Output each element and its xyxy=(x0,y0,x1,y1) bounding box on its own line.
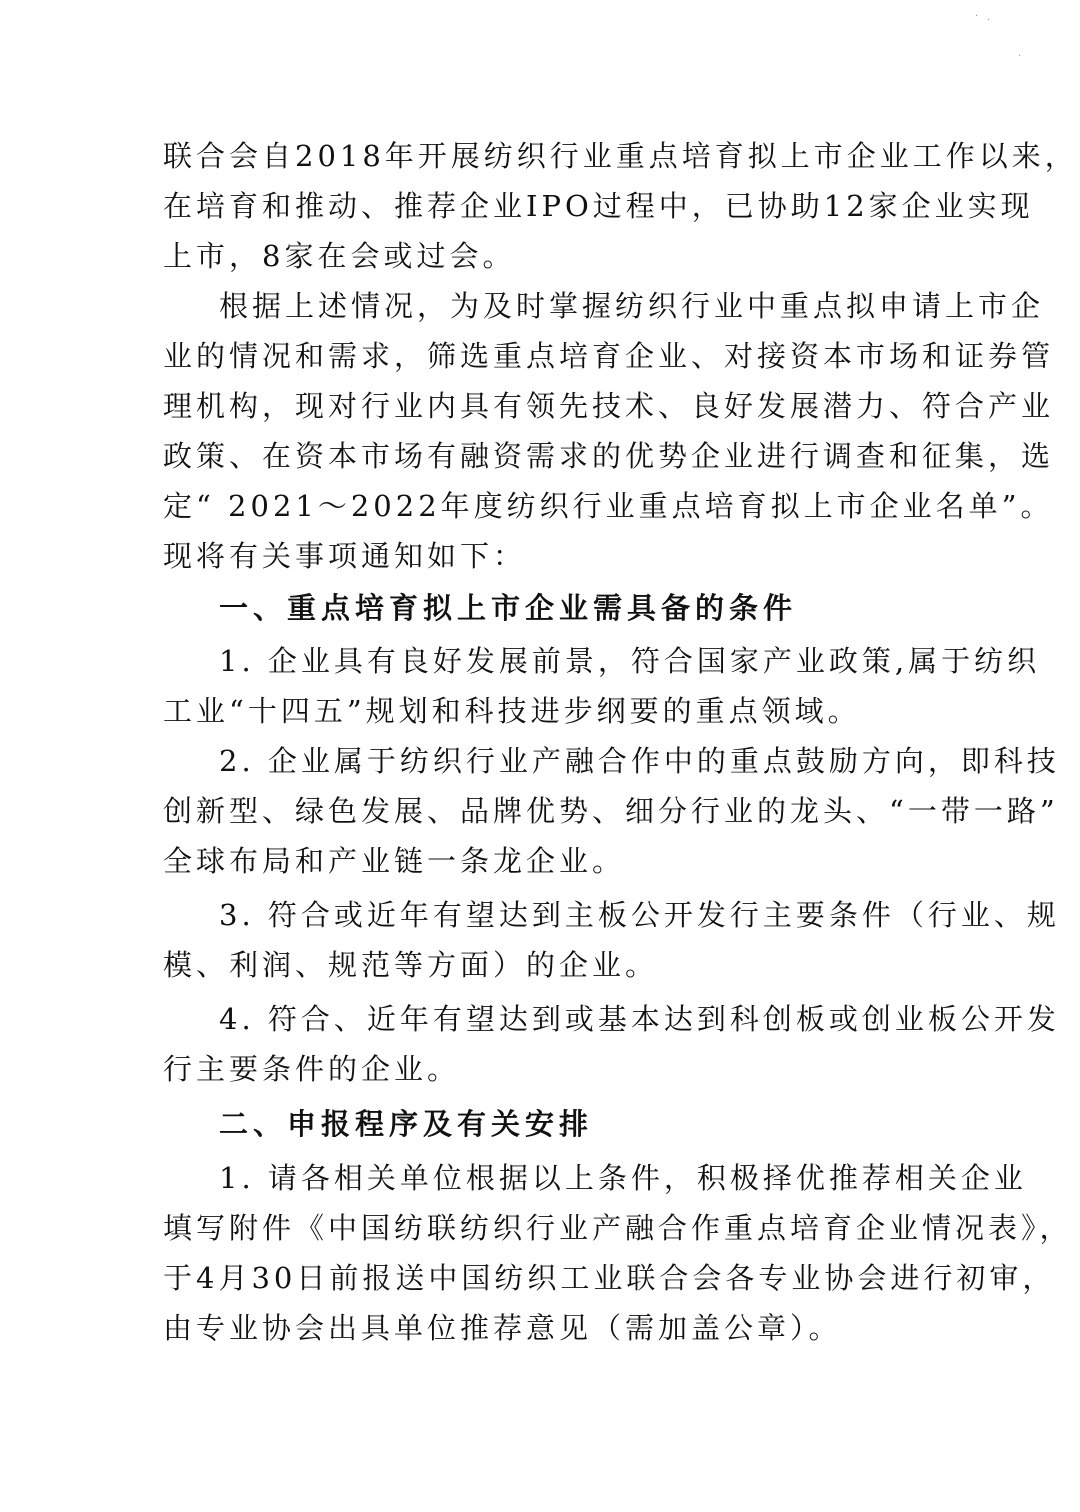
paragraph-line: 现将有关事项通知如下： xyxy=(163,539,527,573)
paragraph-line: 根据上述情况，为及时掌握纺织行业中重点拟申请上市企 xyxy=(219,289,1045,323)
scan-speck: · xyxy=(1018,51,1022,62)
paragraph-line: 定“ 2021～2022年度纺织行业重点培育拟上市企业名单”。 xyxy=(163,489,1054,523)
section-heading: 一、重点培育拟上市企业需具备的条件 xyxy=(219,591,798,625)
paragraph-line: 业的情况和需求，筛选重点培育企业、对接资本市场和证券管 xyxy=(163,339,1055,373)
paragraph-line: 理机构，现对行业内具有领先技术、良好发展潜力、符合产业 xyxy=(163,389,1055,423)
paragraph-line: 3. 符合或近年有望达到主板公开发行主要条件（行业、规 xyxy=(219,898,1060,932)
paragraph-line: 2. 企业属于纺织行业产融合作中的重点鼓励方向，即科技 xyxy=(219,744,1060,778)
paragraph-line: 由专业协会出具单位推荐意见（需加盖公章）。 xyxy=(163,1311,842,1345)
section-heading: 二、申报程序及有关安排 xyxy=(219,1107,594,1141)
paragraph-line: 在培育和推动、推荐企业IPO过程中，已协助12家企业实现 xyxy=(163,189,1034,223)
paragraph-line: 于4月30日前报送中国纺织工业联合会各专业协会进行初审， xyxy=(163,1261,1056,1295)
scan-speck: · xyxy=(975,11,979,22)
paragraph-line: 工业“十四五”规划和科技进步纲要的重点领域。 xyxy=(163,694,861,728)
paragraph-line: 行主要条件的企业。 xyxy=(163,1052,461,1086)
paragraph-line: 上市，8家在会或过会。 xyxy=(163,239,516,273)
paragraph-line: 全球布局和产业链一条龙企业。 xyxy=(163,844,626,878)
paragraph-line: 1. 请各相关单位根据以上条件，积极择优推荐相关企业 xyxy=(219,1161,1027,1195)
scan-speck: · xyxy=(987,15,991,26)
paragraph-line: 填写附件《中国纺联纺织行业产融合作重点培育企业情况表》， xyxy=(163,1211,1073,1245)
paragraph-line: 联合会自2018年开展纺织行业重点培育拟上市企业工作以来， xyxy=(163,139,1078,173)
paragraph-line: 1. 企业具有良好发展前景，符合国家产业政策,属于纺织 xyxy=(219,644,1041,678)
paragraph-line: 模、利润、规范等方面）的企业。 xyxy=(163,948,659,982)
paragraph-line: 创新型、绿色发展、品牌优势、细分行业的龙头、“一带一路” xyxy=(163,794,1059,828)
paragraph-line: 政策、在资本市场有融资需求的优势企业进行调查和征集，选 xyxy=(163,439,1055,473)
paragraph-line: 4. 符合、近年有望达到或基本达到科创板或创业板公开发 xyxy=(219,1002,1060,1036)
